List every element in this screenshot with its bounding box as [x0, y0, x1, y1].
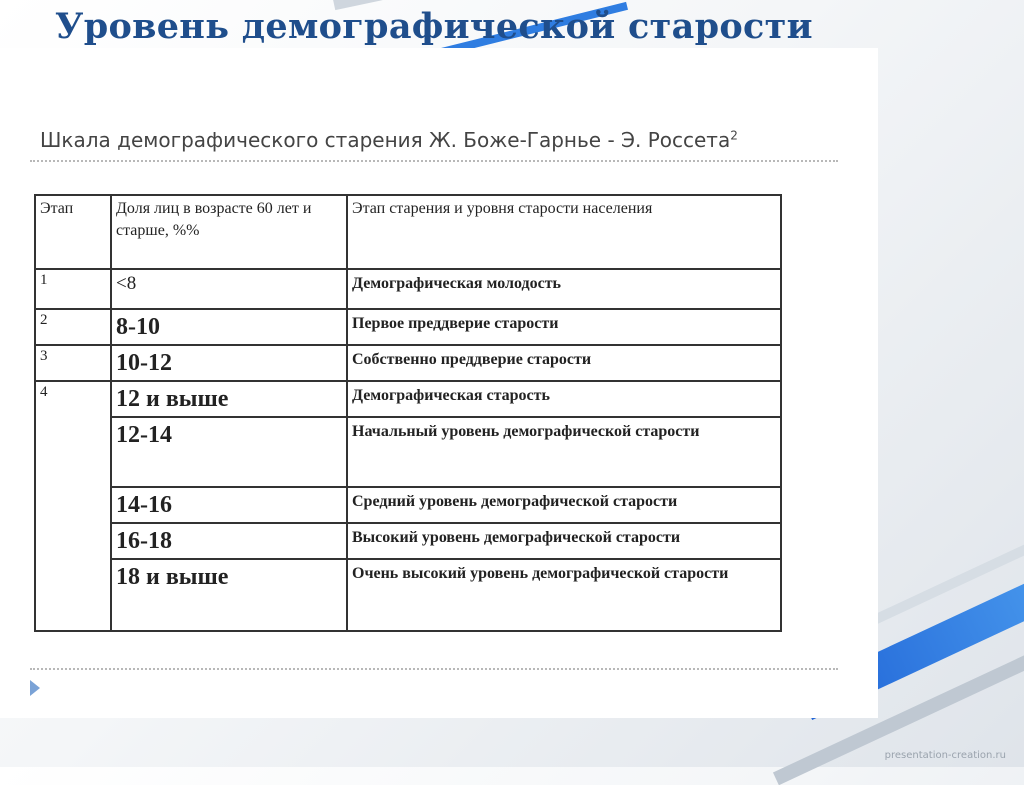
cell-description: Демографическая старость — [347, 381, 781, 417]
cell-stage: 1 — [35, 269, 111, 309]
table-row — [35, 523, 781, 559]
header-stage: Этап — [35, 195, 111, 269]
cell-stage: 3 — [35, 345, 111, 381]
slide-title: Уровень демографической старости — [55, 6, 813, 47]
cell-description: Начальный уровень демографической старости — [347, 417, 781, 487]
cell-stage: 2 — [35, 309, 111, 345]
cell-description: Собственно преддверие старости — [347, 345, 781, 381]
cell-share: 8-10 — [111, 309, 347, 345]
content-panel — [0, 48, 878, 718]
table-header-row — [35, 195, 781, 269]
table-row — [35, 345, 781, 381]
cell-description: Первое преддверие старости — [347, 309, 781, 345]
cell-share: 14-16 — [111, 487, 347, 523]
cell-stage: 4 — [35, 381, 111, 631]
aging-scale-table — [34, 194, 782, 632]
table-row — [35, 309, 781, 345]
cell-share: 12 и выше — [111, 381, 347, 417]
table-row — [35, 487, 781, 523]
header-description: Этап старения и уровня старости населения — [347, 195, 781, 269]
site-watermark: presentation-creation.ru — [884, 750, 1006, 761]
cell-share: <8 — [111, 269, 347, 309]
dotted-divider-bottom — [30, 668, 838, 670]
cell-description: Очень высокий уровень демографической старости — [347, 559, 781, 631]
next-arrow-icon[interactable] — [30, 680, 40, 696]
cell-share: 16-18 — [111, 523, 347, 559]
table-caption — [40, 128, 738, 152]
table-row — [35, 417, 781, 487]
dotted-divider-top — [30, 160, 838, 162]
table-row — [35, 559, 781, 631]
header-share: Доля лиц в возрасте 60 лет и старше, %% — [111, 195, 347, 269]
cell-share: 10-12 — [111, 345, 347, 381]
cell-description: Высокий уровень демографической старости — [347, 523, 781, 559]
table-caption-text: Шкала демографического старения Ж. Боже-Гарнье - Э. Россета — [40, 128, 731, 152]
caption-footnote: 2 — [730, 128, 738, 143]
cell-description: Демографическая молодость — [347, 269, 781, 309]
cell-description: Средний уровень демографической старости — [347, 487, 781, 523]
table-row — [35, 269, 781, 309]
table-row — [35, 381, 781, 417]
cell-share: 18 и выше — [111, 559, 347, 631]
cell-share: 12-14 — [111, 417, 347, 487]
